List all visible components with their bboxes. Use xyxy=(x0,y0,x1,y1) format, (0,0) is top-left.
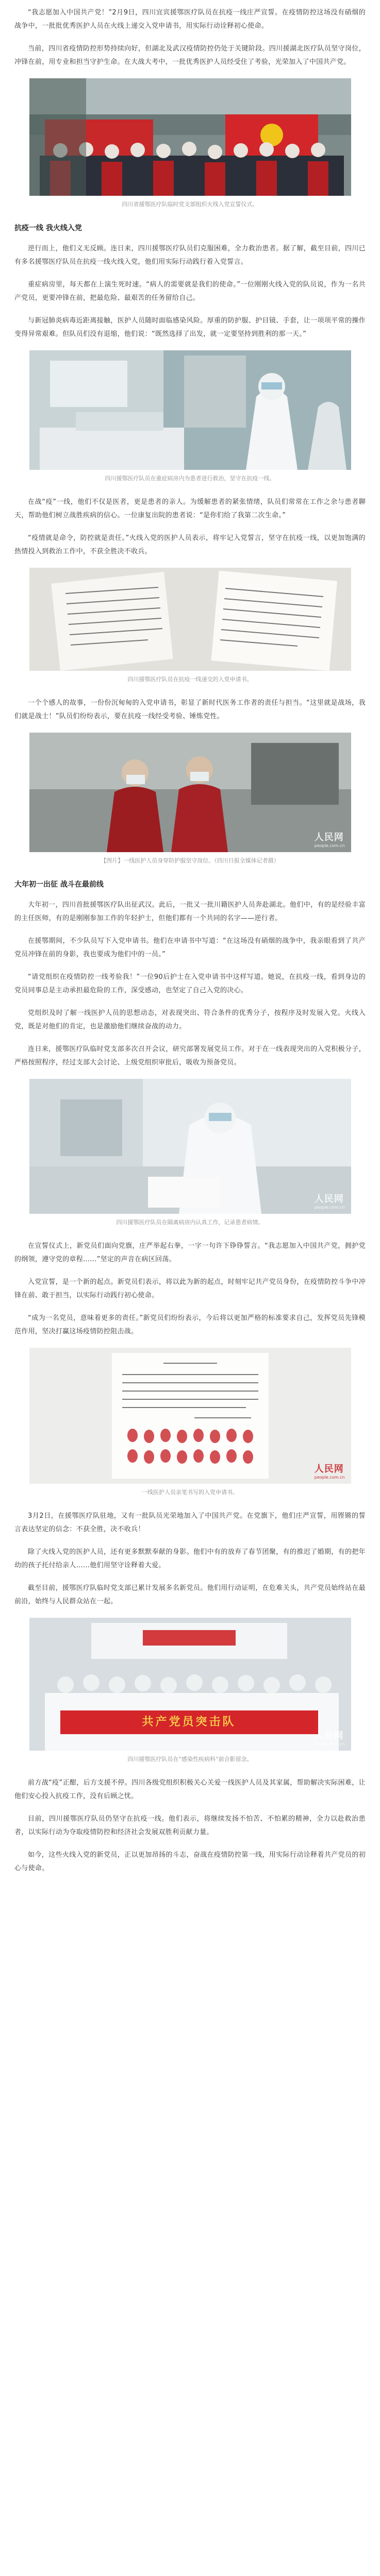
watermark-name: 人民网 xyxy=(314,1464,344,1475)
watermark-logo xyxy=(315,1462,345,1480)
banner-text: 共产党员突击队 xyxy=(142,1716,236,1728)
paragraph: “请党组织在疫情防控一线考验我！”一位90后护士在入党申请书中这样写道。她说，在抗疫一线，看到身边的党员同事总是主动承担最危险的工作，深受感动，也坚定了自己入党的决心。 xyxy=(14,973,366,994)
paragraph: 截至目前，援鄂医疗队临时党支部已累计发展多名新党员。他们用行动证明，在危难关头，共产党员始终站在最前沿，始终与人民群众站在一起。 xyxy=(14,1584,366,1605)
paragraph: 3月2日，在援鄂医疗队驻地，又有一批队员光荣地加入了中国共产党。在党旗下，他们庄严宣誓，用铿锵的誓言表达坚定的信念：不获全胜，决不收兵！ xyxy=(14,1512,366,1533)
photo-applications-drawing xyxy=(29,568,351,671)
photo-caption: 四川援鄂医疗队员在抗疫一线递交的入党申请书。 xyxy=(127,676,253,683)
photo-group-pledge xyxy=(29,78,351,196)
paragraph: 在宣誓仪式上，新党员们面向党旗，庄严举起右拳，一字一句许下铮铮誓言。“我志愿加入中国共产党，拥护党的纲领，遵守党的章程……”坚定的声音在病区回荡。 xyxy=(14,1242,366,1263)
watermark-logo xyxy=(315,830,345,848)
paragraph: 在援鄂期间，不少队员写下入党申请书。他们在申请书中写道：“在这场没有硝烟的战争中，我亲眼看到了共产党员冲锋在前的身影，我也要成为他们中的一员。” xyxy=(14,937,366,958)
photo-group-pledge-drawing xyxy=(29,78,351,196)
watermark-logo xyxy=(315,1728,345,1747)
paragraph: 当前，四川省疫情防控形势持续向好，但湖北及武汉疫情防控仍处于关键阶段。四川援湖北医疗队员坚守岗位，冲锋在前，用专业和担当守护生命。在大战大考中，一批优秀医护人员经受住了考验，光荣加入了中国共产党。 xyxy=(14,45,366,66)
photo-caption: 四川援鄂医疗队员在“感染性疾病科”前合影留念。 xyxy=(127,1756,253,1762)
photo-medic-writing xyxy=(29,1079,351,1214)
paragraph: 党组织及时了解一线医护人员的思想动态，对表现突出、符合条件的优秀分子，按程序及时发展入党。火线入党，既是对他们的肯定，也是激励他们继续奋战的动力。 xyxy=(14,1009,366,1030)
watermark-name: 人民网 xyxy=(314,832,344,843)
watermark-name: 人民网 xyxy=(314,1731,344,1741)
paragraph: “疫情就是命令，防控就是责任。”火线入党的医护人员表示，将牢记入党誓言，坚守在抗疫一线，以更加饱满的热情投入到救治工作中，不获全胜决不收兵。 xyxy=(14,534,366,555)
watermark-sub: people.com.cn xyxy=(314,1742,345,1747)
photo-medic-writing-drawing xyxy=(29,1079,351,1214)
photo-caption: 四川援鄂医疗队员在重症病房内为患者进行救治，坚守在抗疫一线。 xyxy=(105,475,275,482)
paragraph: 一个个感人的故事，一份份沉甸甸的入党申请书，彰显了新时代医务工作者的责任与担当。“这里就是战场，我们就是战士！”队员们纷纷表示，要在抗疫一线经受考验、锤炼党性。 xyxy=(14,699,366,720)
paragraph: 连日来，援鄂医疗队临时党支部多次召开会议，研究部署发展党员工作。对于在一线表现突出的入党积极分子，严格按照程序，经过支部大会讨论、上级党组织审批后，吸收为预备党员。 xyxy=(14,1045,366,1066)
photo-caption: 四川省援鄂医疗队临时党支部组织火线入党宣誓仪式。 xyxy=(122,201,258,208)
paragraph: 入党宣誓，是一个新的起点。新党员们表示，将以此为新的起点，时刻牢记共产党员身份，在疫情防控斗争中冲锋在前、敢于担当，以实际行动践行初心使命。 xyxy=(14,1278,366,1299)
photo-medics-drawing xyxy=(29,733,351,852)
watermark-logo xyxy=(315,1192,345,1210)
photo-caption: 四川援鄂医疗队员在隔离病房内认真工作，记录患者病情。 xyxy=(116,1219,264,1226)
paragraph: 除了火线入党的医护人员，还有更多默默奉献的身影。他们中有的放弃了春节团聚，有的推迟了婚期，有的把年幼的孩子托付给亲人……他们用坚守诠释着大爱。 xyxy=(14,1548,366,1569)
photo-medics xyxy=(29,733,351,852)
paragraph: 与新冠肺炎病毒近距离接触，医护人员随时面临感染风险。厚重的防护服、护目镜、手套，让一项项平常的操作变得异常艰难。但队员们没有退缩，他们说：“既然选择了出发，就一定要坚持到胜利的那一天。” xyxy=(14,317,366,338)
paragraph: 逆行而上，他们义无反顾。连日来，四川援鄂医疗队员们克服困难，全力救治患者。据了解，截至目前，四川已有多名援鄂医疗队员在抗疫一线火线入党，他们用实际行动践行着入党誓言。 xyxy=(14,245,366,266)
photo-ward-drawing xyxy=(29,350,351,470)
paragraph: 目前，四川援鄂医疗队员仍坚守在抗疫一线。他们表示，将继续发扬不怕苦、不怕累的精神，全力以赴救治患者，以实际行动为夺取疫情防控和经济社会发展双胜利贡献力量。 xyxy=(14,1815,366,1836)
photo-ward xyxy=(29,350,351,470)
paragraph: 前方战“疫”正酣，后方支援不停。四川各级党组织积极关心关爱一线医护人员及其家属，帮助解决实际困难，让他们安心投入抗疫工作，没有后顾之忧。 xyxy=(14,1779,366,1800)
paragraph: 如今，这些火线入党的新党员，正以更加昂扬的斗志，奋战在疫情防控第一线，用实际行动诠释着共产党员的初心与使命。 xyxy=(14,1851,366,1872)
watermark-sub: people.com.cn xyxy=(314,1475,345,1480)
photo-team-banner xyxy=(29,1618,351,1751)
section-heading: 抗疫一线 我火线入党 xyxy=(14,224,82,232)
photo-letter xyxy=(29,1348,351,1484)
watermark-sub: people.com.cn xyxy=(314,843,345,848)
watermark-sub: people.com.cn xyxy=(314,1205,345,1210)
section-heading: 大年初一出征 战斗在最前线 xyxy=(14,880,104,889)
watermark-name: 人民网 xyxy=(314,1194,344,1205)
paragraph: 在战“疫”一线，他们不仅是医者，更是患者的亲人。为缓解患者的紧张情绪，队员们常常在工作之余与患者聊天，帮助他们树立战胜疾病的信心。一位康复出院的患者说：“是你们给了我第二次生命。” xyxy=(14,498,366,519)
paragraph: “我志愿加入中国共产党！”2月9日，四川宜宾援鄂医疗队员在抗疫一线庄严宣誓。在疫情防控这场没有硝烟的战争中，一批批优秀医护人员在火线上递交入党申请书，用实际行动诠释初心使命。 xyxy=(14,9,366,30)
photo-applications xyxy=(29,568,351,671)
paragraph: 重症病房里，每天都在上演生死时速。“病人的需要就是我们的使命。”一位刚刚火线入党的队员说，作为一名共产党员，更要冲锋在前，把最危险、最艰苦的任务留给自己。 xyxy=(14,281,366,302)
paragraph: “成为一名党员，意味着更多的责任。”新党员们纷纷表示，今后将以更加严格的标准要求自己，发挥党员先锋模范作用，坚决打赢这场疫情防控阻击战。 xyxy=(14,1314,366,1335)
photo-caption: 【图片】一线医护人员身穿防护服坚守岗位。（四川日报全媒体记者摄） xyxy=(101,857,279,864)
photo-caption: 一线医护人员亲笔书写的入党申请书。 xyxy=(142,1489,238,1496)
photo-letter-drawing xyxy=(29,1348,351,1484)
paragraph: 大年初一，四川首批援鄂医疗队出征武汉。此后，一批又一批川籍医护人员奔赴湖北。他们中，有的是经验丰富的主任医师，有的是刚刚参加工作的年轻护士，但他们都有一个共同的名字——逆行者。 xyxy=(14,901,366,922)
